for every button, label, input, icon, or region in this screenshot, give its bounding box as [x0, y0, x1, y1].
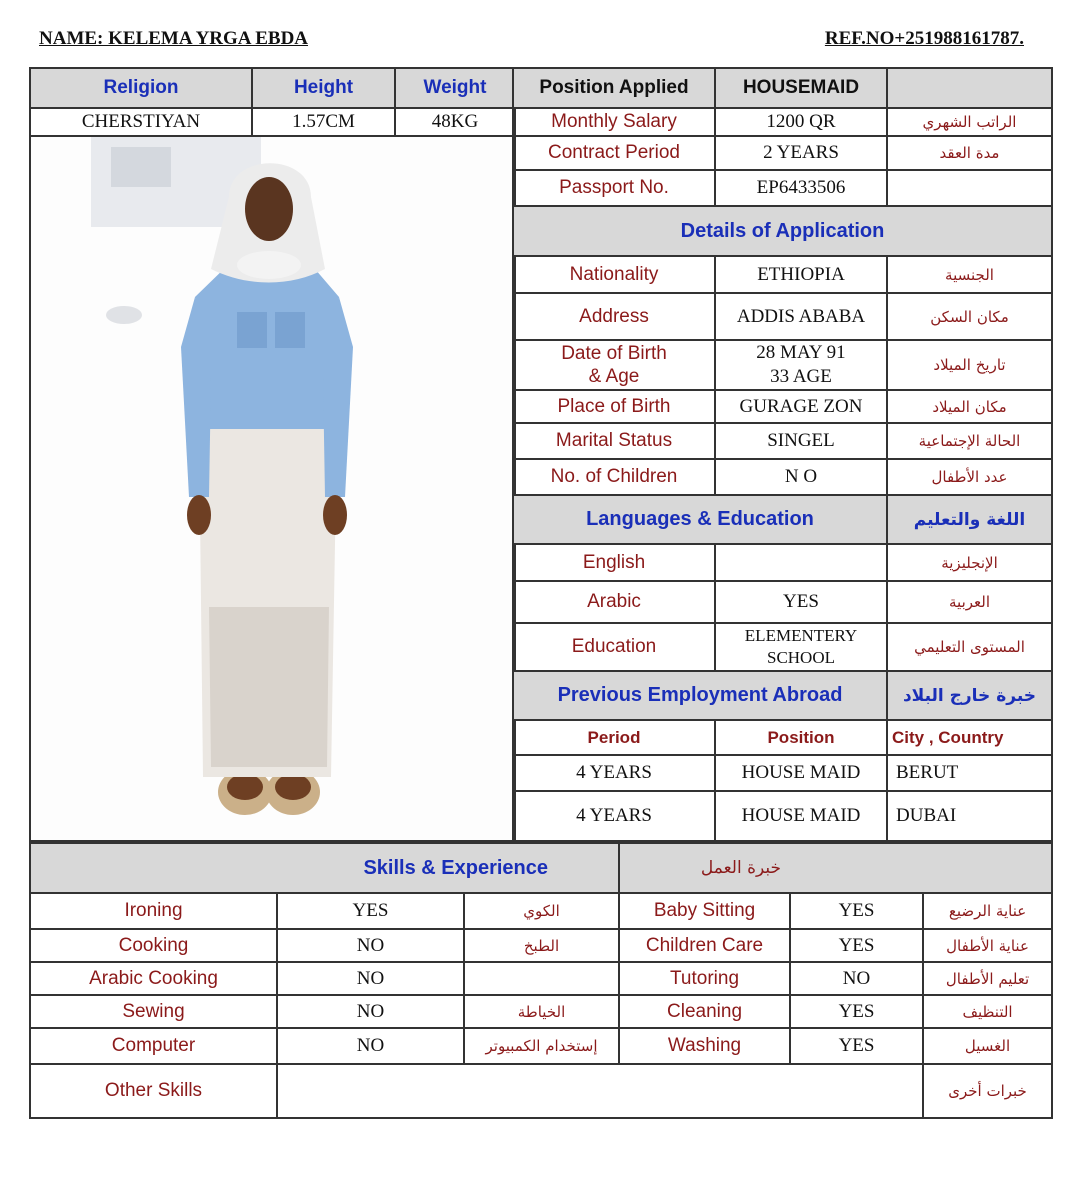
contract-value: 2 YEARS — [715, 136, 887, 170]
education-value — [715, 623, 887, 671]
skill-tutoring-value: NO — [790, 962, 923, 995]
english-value — [715, 544, 887, 581]
skills-section-title: Skills & Experience — [30, 843, 619, 893]
salary-value: 1200 QR — [715, 108, 887, 136]
position-applied-label: Position Applied — [513, 68, 715, 108]
skill-ironing-value: YES — [277, 893, 464, 929]
address-value: ADDIS ABABA — [715, 293, 887, 340]
skill-childcare-label-ar: عناية الأطفال — [923, 929, 1052, 962]
employment-row-1-period: 4 YEARS — [513, 755, 715, 791]
weight-label: Weight — [395, 68, 515, 108]
other-skills-value — [277, 1064, 923, 1118]
passport-value: EP6433506 — [715, 170, 887, 206]
languages-section-title-ar: اللغة والتعليم — [887, 495, 1052, 544]
employment-row-2-position: HOUSE MAID — [715, 791, 887, 841]
languages-section-title: Languages & Education — [513, 495, 887, 544]
skill-cooking-value: NO — [277, 929, 464, 962]
height-value: 1.57CM — [252, 108, 395, 136]
nationality-value: ETHIOPIA — [715, 256, 887, 293]
employment-row-2-city: DUBAI — [887, 791, 1052, 841]
birthplace-label: Place of Birth — [513, 390, 715, 423]
skills-table — [29, 842, 1053, 1119]
dob-age: 33 AGE — [770, 366, 832, 387]
skill-arabic-cooking-label-ar — [464, 962, 619, 995]
children-value: N O — [715, 459, 887, 495]
skill-childcare-label: Children Care — [619, 929, 790, 962]
height-label: Height — [252, 68, 395, 108]
dob-value — [715, 340, 887, 390]
employment-col-city: City , Country — [887, 720, 1052, 755]
employment-section-title-ar: خبرة خارج البلاد — [887, 671, 1052, 720]
skill-arabic-cooking-label: Arabic Cooking — [30, 962, 277, 995]
arabic-label: Arabic — [513, 581, 715, 623]
passport-blank-cell — [887, 170, 1052, 206]
dob-label-ar: تاريخ الميلاد — [887, 340, 1052, 390]
details-section-title: Details of Application — [513, 206, 1052, 256]
marital-label-ar: الحالة الإجتماعية — [887, 423, 1052, 459]
contract-label: Contract Period — [513, 136, 715, 170]
skill-washing-value: YES — [790, 1028, 923, 1064]
employment-section-title: Previous Employment Abroad — [513, 671, 887, 720]
skill-arabic-cooking-value: NO — [277, 962, 464, 995]
skill-babysitting-label: Baby Sitting — [619, 893, 790, 929]
skill-sewing-label-ar: الخياطة — [464, 995, 619, 1028]
religion-label: Religion — [30, 68, 252, 108]
position-applied-value: HOUSEMAID — [715, 68, 887, 108]
education-level-line2: SCHOOL — [766, 648, 835, 667]
salary-label-ar: الراتب الشهري — [887, 108, 1052, 136]
skill-ironing-label: Ironing — [30, 893, 277, 929]
details-table — [512, 67, 1053, 842]
other-skills-label: Other Skills — [30, 1064, 277, 1118]
skill-computer-label-ar: إستخدام الكمبيوتر — [464, 1028, 619, 1064]
employment-row-1-position: HOUSE MAID — [715, 755, 887, 791]
dob-label — [513, 340, 715, 390]
education-label: Education — [513, 623, 715, 671]
religion-value: CHERSTIYAN — [30, 108, 252, 136]
skill-tutoring-label: Tutoring — [619, 962, 790, 995]
skill-computer-label: Computer — [30, 1028, 277, 1064]
education-level-line1: ELEMENTERY — [744, 626, 858, 645]
education-label-ar: المستوى التعليمي — [887, 623, 1052, 671]
birthplace-value: GURAGE ZON — [715, 390, 887, 423]
employment-row-1-city: BERUT — [887, 755, 1052, 791]
skill-ironing-label-ar: الكوي — [464, 893, 619, 929]
position-blank-cell — [887, 68, 1052, 108]
dob-date: 28 MAY 91 — [756, 342, 846, 363]
address-label-ar: مكان السكن — [887, 293, 1052, 340]
employment-row-2-period: 4 YEARS — [513, 791, 715, 841]
skill-computer-value: NO — [277, 1028, 464, 1064]
marital-value: SINGEL — [715, 423, 887, 459]
address-label: Address — [513, 293, 715, 340]
weight-value: 48KG — [395, 108, 515, 136]
nationality-label: Nationality — [513, 256, 715, 293]
english-label: English — [513, 544, 715, 581]
applicant-photo — [30, 136, 515, 841]
dob-label-line2: & Age — [588, 366, 640, 387]
other-skills-label-ar: خبرات أخرى — [923, 1064, 1052, 1118]
children-label-ar: عدد الأطفال — [887, 459, 1052, 495]
skill-babysitting-label-ar: عناية الرضيع — [923, 893, 1052, 929]
skill-tutoring-label-ar: تعليم الأطفال — [923, 962, 1052, 995]
children-label: No. of Children — [513, 459, 715, 495]
skill-babysitting-value: YES — [790, 893, 923, 929]
employment-col-position: Position — [715, 720, 887, 755]
contract-label-ar: مدة العقد — [887, 136, 1052, 170]
arabic-label-ar: العربية — [887, 581, 1052, 623]
skill-washing-label-ar: الغسيل — [923, 1028, 1052, 1064]
skill-cooking-label-ar: الطبخ — [464, 929, 619, 962]
arabic-value: YES — [715, 581, 887, 623]
skill-cleaning-value: YES — [790, 995, 923, 1028]
passport-label: Passport No. — [513, 170, 715, 206]
reference-number: REF.NO+251988161787. — [824, 28, 1024, 49]
dob-label-line1: Date of Birth — [561, 343, 667, 364]
marital-label: Marital Status — [513, 423, 715, 459]
skill-washing-label: Washing — [619, 1028, 790, 1064]
skill-cleaning-label: Cleaning — [619, 995, 790, 1028]
skills-section-title-ar: خبرة العمل — [619, 843, 1052, 893]
applicant-name: NAME: KELEMA YRGA EBDA — [39, 28, 309, 49]
skill-sewing-label: Sewing — [30, 995, 277, 1028]
english-label-ar: الإنجليزية — [887, 544, 1052, 581]
skill-cleaning-label-ar: التنظيف — [923, 995, 1052, 1028]
skill-sewing-value: NO — [277, 995, 464, 1028]
salary-label: Monthly Salary — [513, 108, 715, 136]
birthplace-label-ar: مكان الميلاد — [887, 390, 1052, 423]
skill-childcare-value: YES — [790, 929, 923, 962]
skill-cooking-label: Cooking — [30, 929, 277, 962]
nationality-label-ar: الجنسية — [887, 256, 1052, 293]
employment-col-period: Period — [513, 720, 715, 755]
profile-table — [29, 67, 516, 842]
